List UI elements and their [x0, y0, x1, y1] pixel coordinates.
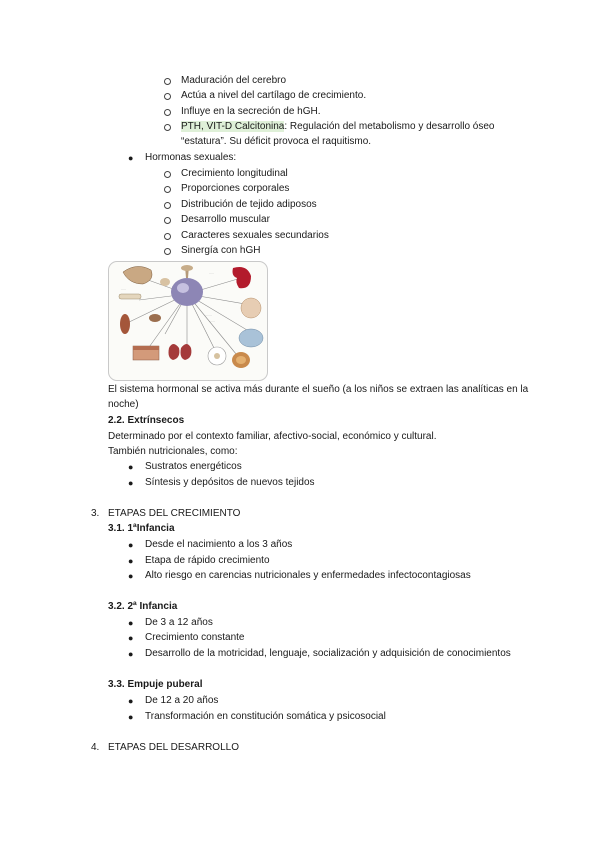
paragraph-text: Determinado por el contexto familiar, afectivo-social, económico y cultural. — [108, 431, 437, 442]
bullet-icon: ● — [128, 633, 134, 643]
section-number: 4. — [91, 742, 100, 753]
list-item: Hormonas sexuales: — [145, 152, 237, 163]
list-item: Actúa a nivel del cartílago de crecimiento. — [181, 90, 367, 101]
section-title: ETAPAS DEL DESARROLLO — [108, 742, 239, 753]
bullet-icon: ● — [128, 462, 134, 472]
paragraph-text: noche) — [108, 399, 139, 410]
section-heading: 2.2. Extrínsecos — [108, 415, 185, 426]
circle-bullet-icon — [164, 233, 171, 240]
bullet-icon: ● — [128, 696, 134, 706]
subsection-heading: 3.2. 2ª Infancia — [108, 601, 178, 612]
circle-bullet-icon — [164, 217, 171, 224]
section-number: 3. — [91, 508, 100, 519]
bullet-icon: ● — [128, 478, 134, 488]
svg-text:·····: ····· — [121, 287, 126, 291]
bullet-icon: ● — [128, 556, 134, 566]
circle-bullet-icon — [164, 78, 171, 85]
list-item: Etapa de rápido crecimiento — [145, 555, 270, 566]
circle-bullet-icon — [164, 186, 171, 193]
bullet-icon: ● — [128, 618, 134, 628]
list-item: Influye en la secreción de hGH. — [181, 106, 321, 117]
list-item: Desde el nacimiento a los 3 años — [145, 539, 293, 550]
circle-bullet-icon — [164, 171, 171, 178]
highlighted-text: PTH, VIT-D Calcitonina — [181, 121, 285, 132]
bullet-icon: ● — [128, 571, 134, 581]
svg-text:······: ······ — [209, 319, 215, 323]
svg-text:·······: ······· — [205, 313, 212, 317]
paragraph-text: El sistema hormonal se activa más durante el sueño (a los niños se extraen las analíticas en la — [108, 384, 529, 395]
bullet-icon: ● — [128, 712, 134, 722]
list-item: Sinergía con hGH — [181, 245, 261, 256]
circle-bullet-icon — [164, 109, 171, 116]
bullet-icon: ● — [128, 153, 134, 163]
circle-bullet-icon — [164, 124, 171, 131]
section-title: ETAPAS DEL CRECIMIENTO — [108, 508, 241, 519]
subsection-heading: 3.1. 1ªInfancia — [108, 523, 175, 534]
list-item: Desarrollo muscular — [181, 214, 270, 225]
list-item: Transformación en constitución somática y psicosocial — [145, 711, 386, 722]
list-item: Síntesis y depósitos de nuevos tejidos — [145, 477, 315, 488]
hormonal-system-illustration — [109, 262, 267, 380]
list-item: Maduración del cerebro — [181, 75, 287, 86]
list-item: Proporciones corporales — [181, 183, 290, 194]
hormonal-system-diagram — [108, 261, 268, 381]
list-item: De 12 a 20 años — [145, 695, 219, 706]
list-item: Crecimiento longitudinal — [181, 168, 288, 179]
svg-text:·····: ····· — [209, 271, 214, 275]
paragraph-text: También nutricionales, como: — [108, 446, 238, 457]
list-item: De 3 a 12 años — [145, 617, 213, 628]
circle-bullet-icon — [164, 93, 171, 100]
list-item-continuation: “estatura”. Su déficit provoca el raquitismo. — [181, 136, 372, 147]
bullet-icon: ● — [128, 649, 134, 659]
list-item: Caracteres sexuales secundarios — [181, 230, 329, 241]
list-item: Distribución de tejido adiposos — [181, 199, 317, 210]
list-item: Desarrollo de la motricidad, lenguaje, socialización y adquisición de conocimientos — [145, 648, 511, 659]
list-item: Sustratos energéticos — [145, 461, 242, 472]
circle-bullet-icon — [164, 248, 171, 255]
pth-text: : Regulación del metabolismo y desarrollo óseo — [284, 121, 495, 132]
bullet-icon: ● — [128, 540, 134, 550]
list-item: Crecimiento constante — [145, 632, 245, 643]
list-item: Alto riesgo en carencias nutricionales y enfermedades infectocontagiosas — [145, 570, 471, 581]
list-item-pth — [181, 120, 495, 133]
circle-bullet-icon — [164, 202, 171, 209]
subsection-heading: 3.3. Empuje puberal — [108, 679, 203, 690]
